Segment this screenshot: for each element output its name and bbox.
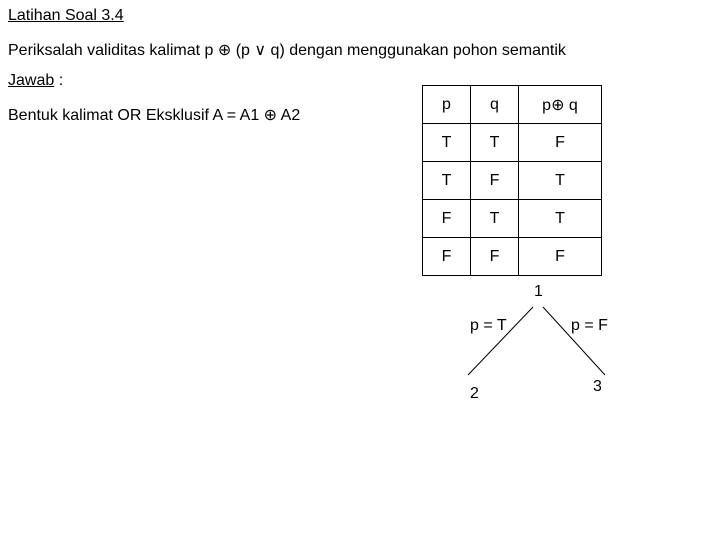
tree-root-node: 1 [534,283,543,300]
cell: T [519,200,602,238]
answer-label: Jawab [8,72,55,89]
cell: F [471,162,519,200]
header-p-xor-q: p⊕ q [519,86,602,124]
tree-node-3: 3 [593,378,602,395]
cell: T [423,124,471,162]
question-text: Periksalah validitas kalimat p ⊕ (p ∨ q) dengan menggunakan pohon semantik [8,42,566,59]
cell: T [471,200,519,238]
tree-node-2: 2 [470,385,479,402]
slide-title: Latihan Soal 3.4 [8,7,124,24]
right-branch-label: p = F [571,317,608,334]
cell: F [471,238,519,276]
header-p: p [423,86,471,124]
cell: F [423,200,471,238]
header-q: q [471,86,519,124]
answer-suffix: : [54,72,64,89]
cell: T [423,162,471,200]
left-branch-label: p = T [470,317,507,334]
cell: T [519,162,602,200]
cell: F [519,238,602,276]
xor-form-text: Bentuk kalimat OR Eksklusif A = A1 ⊕ A2 [8,107,301,124]
cell: T [471,124,519,162]
cell: F [519,124,602,162]
cell: F [423,238,471,276]
